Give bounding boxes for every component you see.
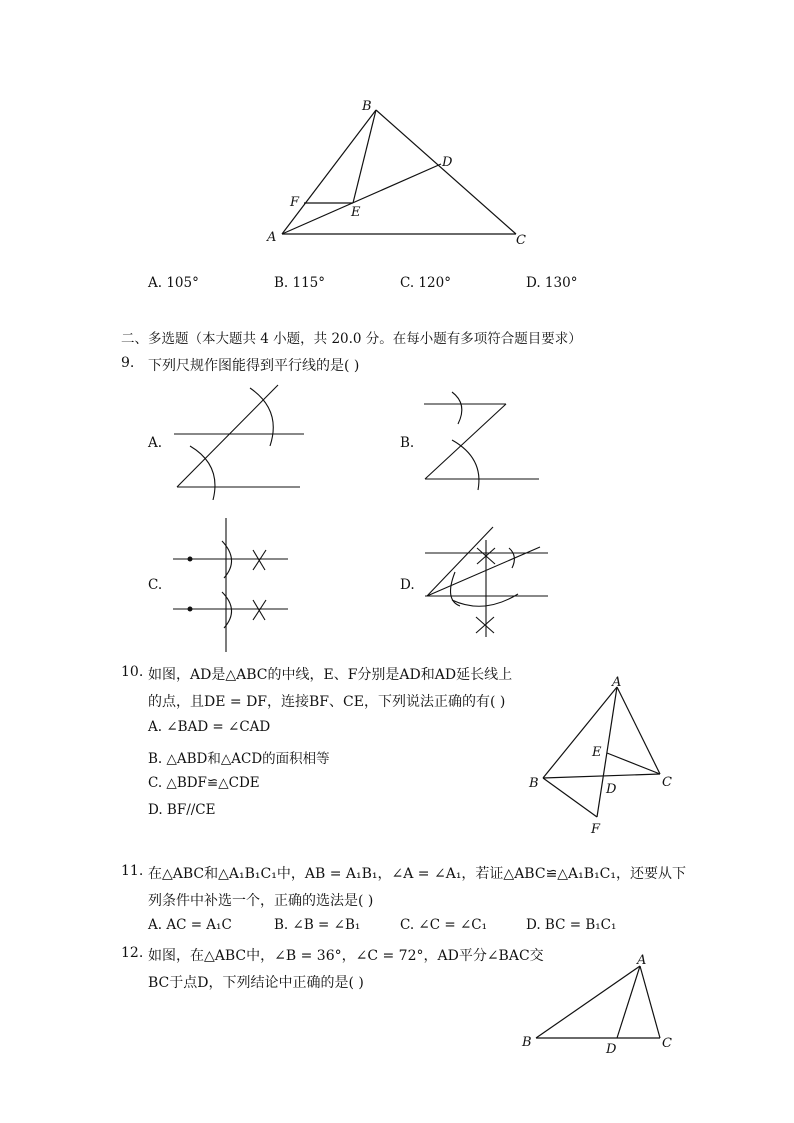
q9-figure-a bbox=[170, 380, 310, 500]
q11-stem-line2: 列条件中补选一个，正确的选法是( ) bbox=[148, 893, 374, 909]
q9-fig-label-d[interactable]: D. bbox=[400, 577, 415, 593]
q9-figure-b bbox=[420, 385, 545, 495]
q9-figure-d bbox=[420, 520, 555, 640]
q8-option-d[interactable]: D. 130° bbox=[526, 275, 578, 291]
q10-stem-line2: 的点，且DE = DF，连接BF、CE，下列说法正确的有( ) bbox=[148, 694, 506, 710]
section-2-heading: 二、多选题（本大题共 4 小题，共 20.0 分。在每小题有多项符合题目要求） bbox=[121, 331, 582, 347]
q8-option-c[interactable]: C. 120° bbox=[400, 275, 451, 291]
q9-fig-label-c[interactable]: C. bbox=[148, 577, 163, 593]
q11-stem-line1: 在△ABC和△A₁B₁C₁中，AB = A₁B₁，∠A = ∠A₁，若证△ABC≌△A₁B₁C₁，还要从下 bbox=[148, 866, 687, 882]
q9-stem: 下列尺规作图能得到平行线的是( ) bbox=[148, 358, 360, 374]
q8-label-f: F bbox=[290, 195, 300, 210]
q8-option-b[interactable]: B. 115° bbox=[274, 275, 326, 291]
q9-number: 9. bbox=[121, 355, 135, 371]
q11-option-c[interactable]: C. ∠C = ∠C₁ bbox=[400, 917, 488, 933]
q10-number: 10. bbox=[121, 664, 144, 680]
q10-label-a: A bbox=[612, 675, 622, 690]
q8-label-c: C bbox=[516, 233, 526, 248]
q12-stem-line2: BC于点D，下列结论中正确的是( ) bbox=[148, 975, 364, 991]
q10-option-d[interactable]: D. BF//CE bbox=[148, 802, 216, 818]
q8-option-a[interactable]: A. 105° bbox=[148, 275, 199, 291]
q12-label-d: D bbox=[606, 1042, 617, 1057]
q10-label-c: C bbox=[662, 775, 672, 790]
q10-label-f: F bbox=[591, 822, 601, 837]
q12-label-b: B bbox=[522, 1035, 532, 1050]
q10-label-b: B bbox=[529, 776, 539, 791]
q10-option-c[interactable]: C. △BDF≌△CDE bbox=[148, 775, 260, 791]
q10-label-e: E bbox=[592, 745, 602, 760]
q8-label-a: A bbox=[267, 230, 277, 245]
q11-option-b[interactable]: B. ∠B = ∠B₁ bbox=[274, 917, 361, 933]
q12-label-a: A bbox=[637, 953, 647, 968]
q8-triangle-figure bbox=[260, 95, 540, 255]
q8-label-d: D bbox=[442, 155, 453, 170]
q12-label-c: C bbox=[662, 1036, 672, 1051]
q10-stem-line1: 如图，AD是△ABC的中线，E、F分别是AD和AD延长线上 bbox=[148, 667, 513, 683]
q10-option-a[interactable]: A. ∠BAD = ∠CAD bbox=[148, 719, 271, 735]
q12-stem-line1: 如图，在△ABC中，∠B = 36°，∠C = 72°，AD平分∠BAC交 bbox=[148, 948, 544, 964]
q10-label-d: D bbox=[606, 782, 617, 797]
q11-option-a[interactable]: A. AC = A₁C bbox=[148, 917, 232, 933]
q9-fig-label-a[interactable]: A. bbox=[148, 435, 163, 451]
q12-triangle-figure bbox=[515, 950, 680, 1060]
q12-number: 12. bbox=[121, 945, 144, 961]
q9-figure-c bbox=[170, 515, 295, 655]
q8-label-e: E bbox=[351, 205, 361, 220]
q10-option-b[interactable]: B. △ABD和△ACD的面积相等 bbox=[148, 751, 330, 767]
q11-number: 11. bbox=[121, 863, 144, 879]
q9-fig-label-b[interactable]: B. bbox=[400, 435, 415, 451]
q8-label-b: B bbox=[362, 99, 372, 114]
q11-option-d[interactable]: D. BC = B₁C₁ bbox=[526, 917, 617, 933]
q10-triangle-figure bbox=[520, 670, 685, 840]
